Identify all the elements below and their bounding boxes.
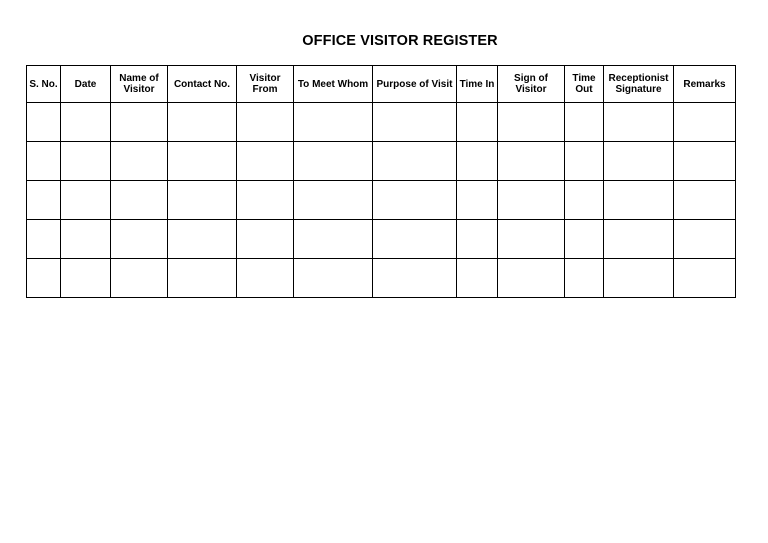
column-header-visitor-sign: Sign of Visitor [498,66,565,103]
purpose-of-visit-cell[interactable] [373,220,457,259]
to-meet-whom-cell[interactable] [294,103,373,142]
visitor-sign-cell[interactable] [498,181,565,220]
date-cell[interactable] [61,181,111,220]
remarks-cell[interactable] [674,142,736,181]
column-header-visitor-from: Visitor From [237,66,294,103]
column-header-to-meet-whom: To Meet Whom [294,66,373,103]
purpose-of-visit-cell[interactable] [373,103,457,142]
purpose-of-visit-cell[interactable] [373,181,457,220]
serial-number-cell[interactable] [27,103,61,142]
column-header-visitor-name: Name of Visitor [111,66,168,103]
date-cell[interactable] [61,142,111,181]
column-header-contact-number: Contact No. [168,66,237,103]
table-row [27,142,736,181]
visitor-from-cell[interactable] [237,103,294,142]
remarks-cell[interactable] [674,220,736,259]
column-header-serial-number: S. No. [27,66,61,103]
time-in-cell[interactable] [457,220,498,259]
time-out-cell[interactable] [565,181,604,220]
table-row [27,259,736,298]
visitor-name-cell[interactable] [111,142,168,181]
visitor-from-cell[interactable] [237,259,294,298]
purpose-of-visit-cell[interactable] [373,142,457,181]
remarks-cell[interactable] [674,181,736,220]
time-in-cell[interactable] [457,142,498,181]
contact-number-cell[interactable] [168,220,237,259]
remarks-cell[interactable] [674,259,736,298]
time-out-cell[interactable] [565,142,604,181]
table-row [27,220,736,259]
visitor-sign-cell[interactable] [498,259,565,298]
receptionist-signature-cell[interactable] [604,220,674,259]
header-row [27,66,736,103]
visitor-from-cell[interactable] [237,220,294,259]
serial-number-cell[interactable] [27,142,61,181]
serial-number-cell[interactable] [27,181,61,220]
receptionist-signature-cell[interactable] [604,259,674,298]
contact-number-cell[interactable] [168,103,237,142]
visitor-name-cell[interactable] [111,103,168,142]
visitor-from-cell[interactable] [237,142,294,181]
to-meet-whom-cell[interactable] [294,220,373,259]
column-header-date: Date [61,66,111,103]
visitor-name-cell[interactable] [111,181,168,220]
column-header-time-out: Time Out [565,66,604,103]
time-out-cell[interactable] [565,259,604,298]
contact-number-cell[interactable] [168,142,237,181]
column-header-remarks: Remarks [674,66,736,103]
date-cell[interactable] [61,259,111,298]
visitor-sign-cell[interactable] [498,103,565,142]
contact-number-cell[interactable] [168,259,237,298]
contact-number-cell[interactable] [168,181,237,220]
visitor-register-table [26,65,736,298]
column-header-purpose-of-visit: Purpose of Visit [373,66,457,103]
visitor-sign-cell[interactable] [498,142,565,181]
visitor-sign-cell[interactable] [498,220,565,259]
serial-number-cell[interactable] [27,220,61,259]
time-in-cell[interactable] [457,181,498,220]
to-meet-whom-cell[interactable] [294,259,373,298]
time-out-cell[interactable] [565,103,604,142]
time-in-cell[interactable] [457,103,498,142]
column-header-time-in: Time In [457,66,498,103]
receptionist-signature-cell[interactable] [604,142,674,181]
register-body [27,103,736,298]
date-cell[interactable] [61,103,111,142]
remarks-cell[interactable] [674,103,736,142]
time-in-cell[interactable] [457,259,498,298]
visitor-name-cell[interactable] [111,259,168,298]
purpose-of-visit-cell[interactable] [373,259,457,298]
visitor-from-cell[interactable] [237,181,294,220]
table-row [27,181,736,220]
date-cell[interactable] [61,220,111,259]
visitor-name-cell[interactable] [111,220,168,259]
page-title: OFFICE VISITOR REGISTER [302,33,498,49]
serial-number-cell[interactable] [27,259,61,298]
column-header-receptionist-signature: Receptionist Signature [604,66,674,103]
receptionist-signature-cell[interactable] [604,103,674,142]
table-row [27,103,736,142]
receptionist-signature-cell[interactable] [604,181,674,220]
time-out-cell[interactable] [565,220,604,259]
to-meet-whom-cell[interactable] [294,142,373,181]
to-meet-whom-cell[interactable] [294,181,373,220]
